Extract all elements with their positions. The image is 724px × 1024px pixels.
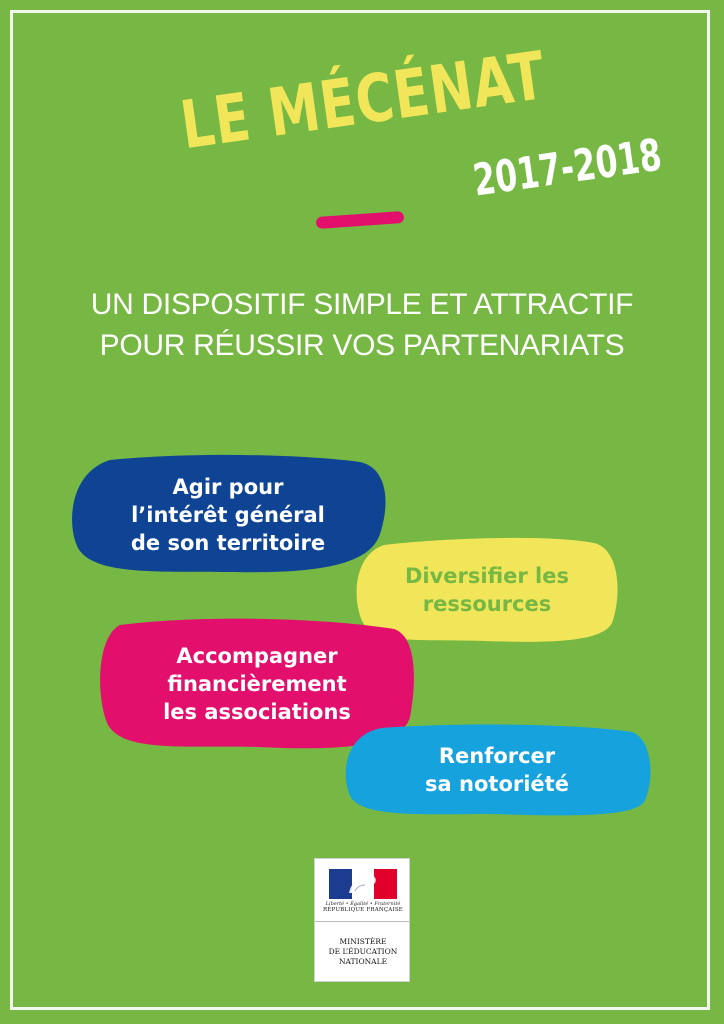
- subtitle-line-2: POUR RÉUSSIR VOS PARTENARIATS: [99, 329, 625, 362]
- logo-divider: [315, 921, 409, 922]
- ministry-line: DE L’ÉDUCATION: [328, 947, 398, 956]
- blob-notoriety: [342, 722, 652, 818]
- blob-text: [405, 562, 569, 618]
- blob-text: [163, 642, 351, 726]
- blob-general-interest: [70, 452, 386, 578]
- subtitle: [62, 284, 662, 366]
- logo-motto: Liberté • Égalité • Fraternité: [325, 901, 401, 907]
- marianne-flag-icon: [329, 869, 397, 899]
- blob-line: Renforcer: [438, 744, 556, 768]
- ministry-line: NATIONALE: [338, 957, 388, 966]
- blob-line: Agir pour: [172, 475, 284, 499]
- blob-line: Accompagner: [176, 644, 338, 668]
- blob-line: les associations: [163, 700, 351, 724]
- blob-line: financièrement: [167, 672, 347, 696]
- blob-line: de son territoire: [130, 531, 326, 555]
- page-title: LE MÉCÉNAT: [176, 36, 551, 165]
- blob-line: l’intérêt général: [131, 503, 325, 527]
- subtitle-line-1: UN DISPOSITIF SIMPLE ET ATTRACTIF: [90, 288, 634, 321]
- ministry-line: MINISTÈRE: [339, 937, 387, 946]
- logo-ministry: [319, 937, 407, 967]
- blob-line: Diversifier les: [404, 564, 570, 588]
- year-label: 2017-2018: [470, 129, 665, 207]
- blob-line: sa notoriété: [425, 772, 569, 796]
- blob-text: [131, 473, 325, 557]
- logo-republic: RÉPUBLIQUE FRANÇAISE: [322, 907, 404, 913]
- blob-line: ressources: [422, 592, 552, 616]
- blob-text: [425, 742, 569, 798]
- ministry-logo: [314, 858, 410, 982]
